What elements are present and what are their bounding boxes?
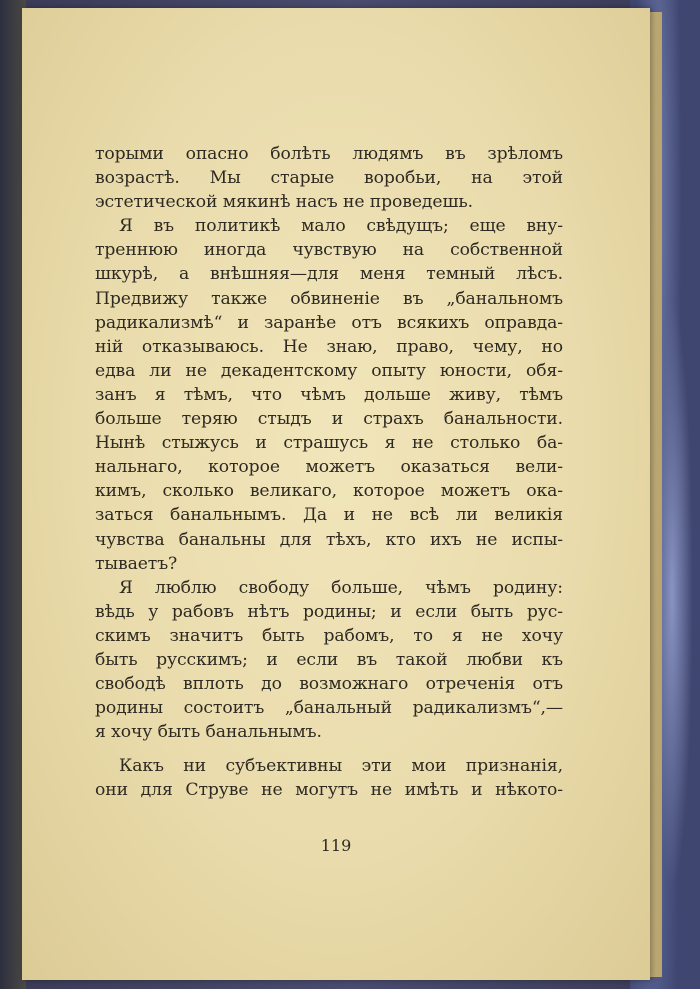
text-line: Я въ политикѣ мало свѣдущъ; еще вну- (119, 216, 563, 237)
text-line: быть русскимъ; и если въ такой любви къ (95, 649, 563, 670)
text-line: Какъ ни субъективны эти мои признанія, (119, 756, 563, 777)
text-line: вѣдь у рабовъ нѣтъ родины; и если быть рус- (95, 601, 563, 622)
text-line: скимъ значитъ быть рабомъ, то я не хочу (95, 625, 563, 646)
text-line: возрастѣ. Мы старые воробьи, на этой (95, 168, 563, 189)
page-body-text (95, 142, 563, 803)
text-line: больше теряю стыдъ и страхъ банальности. (95, 409, 563, 430)
text-line: радикализмѣ“ и заранѣе отъ всякихъ оправда- (95, 312, 563, 333)
text-line: ній отказываюсь. Не знаю, право, чему, но (95, 336, 563, 357)
text-line: кимъ, сколько великаго, которое можетъ ока- (95, 481, 563, 502)
page-number: 119 (320, 836, 352, 855)
text-line: едва ли не декадентскому опыту юности, обя- (95, 360, 563, 381)
text-line: Предвижу также обвиненіе въ „банальномъ (95, 288, 563, 309)
text-line: они для Струве не могутъ не имѣть и нѣкото- (95, 780, 563, 801)
text-line: Нынѣ стыжусь и страшусь я не столько ба- (95, 433, 563, 454)
text-line: заться банальнымъ. Да и не всѣ ли великія (95, 505, 563, 526)
text-line: торыми опасно болѣть людямъ въ зрѣломъ (95, 144, 563, 164)
text-line: Я люблю свободу больше, чѣмъ родину: (119, 577, 563, 598)
text-line: чувства банальны для тѣхъ, кто ихъ не испы- (95, 529, 563, 550)
text-line: занъ я тѣмъ, что чѣмъ дольше живу, тѣмъ (95, 384, 563, 405)
text-line: я хочу быть банальнымъ. (95, 722, 322, 743)
text-line: эстетической мякинѣ насъ не проведешь. (95, 192, 473, 213)
text-line: шкурѣ, а внѣшняя—для меня темный лѣсъ. (95, 264, 563, 285)
text-line: нальнаго, которое можетъ оказаться вели- (95, 457, 563, 478)
text-line: свободѣ вплоть до возможнаго отреченія отъ (95, 674, 563, 695)
book-page (22, 8, 650, 980)
text-line: тываетъ? (95, 553, 178, 574)
text-line: треннюю иногда чувствую на собственной (95, 240, 563, 261)
paragraph-gap (95, 744, 563, 754)
text-line: родины состоитъ „банальный радикализмъ“,— (95, 698, 563, 719)
